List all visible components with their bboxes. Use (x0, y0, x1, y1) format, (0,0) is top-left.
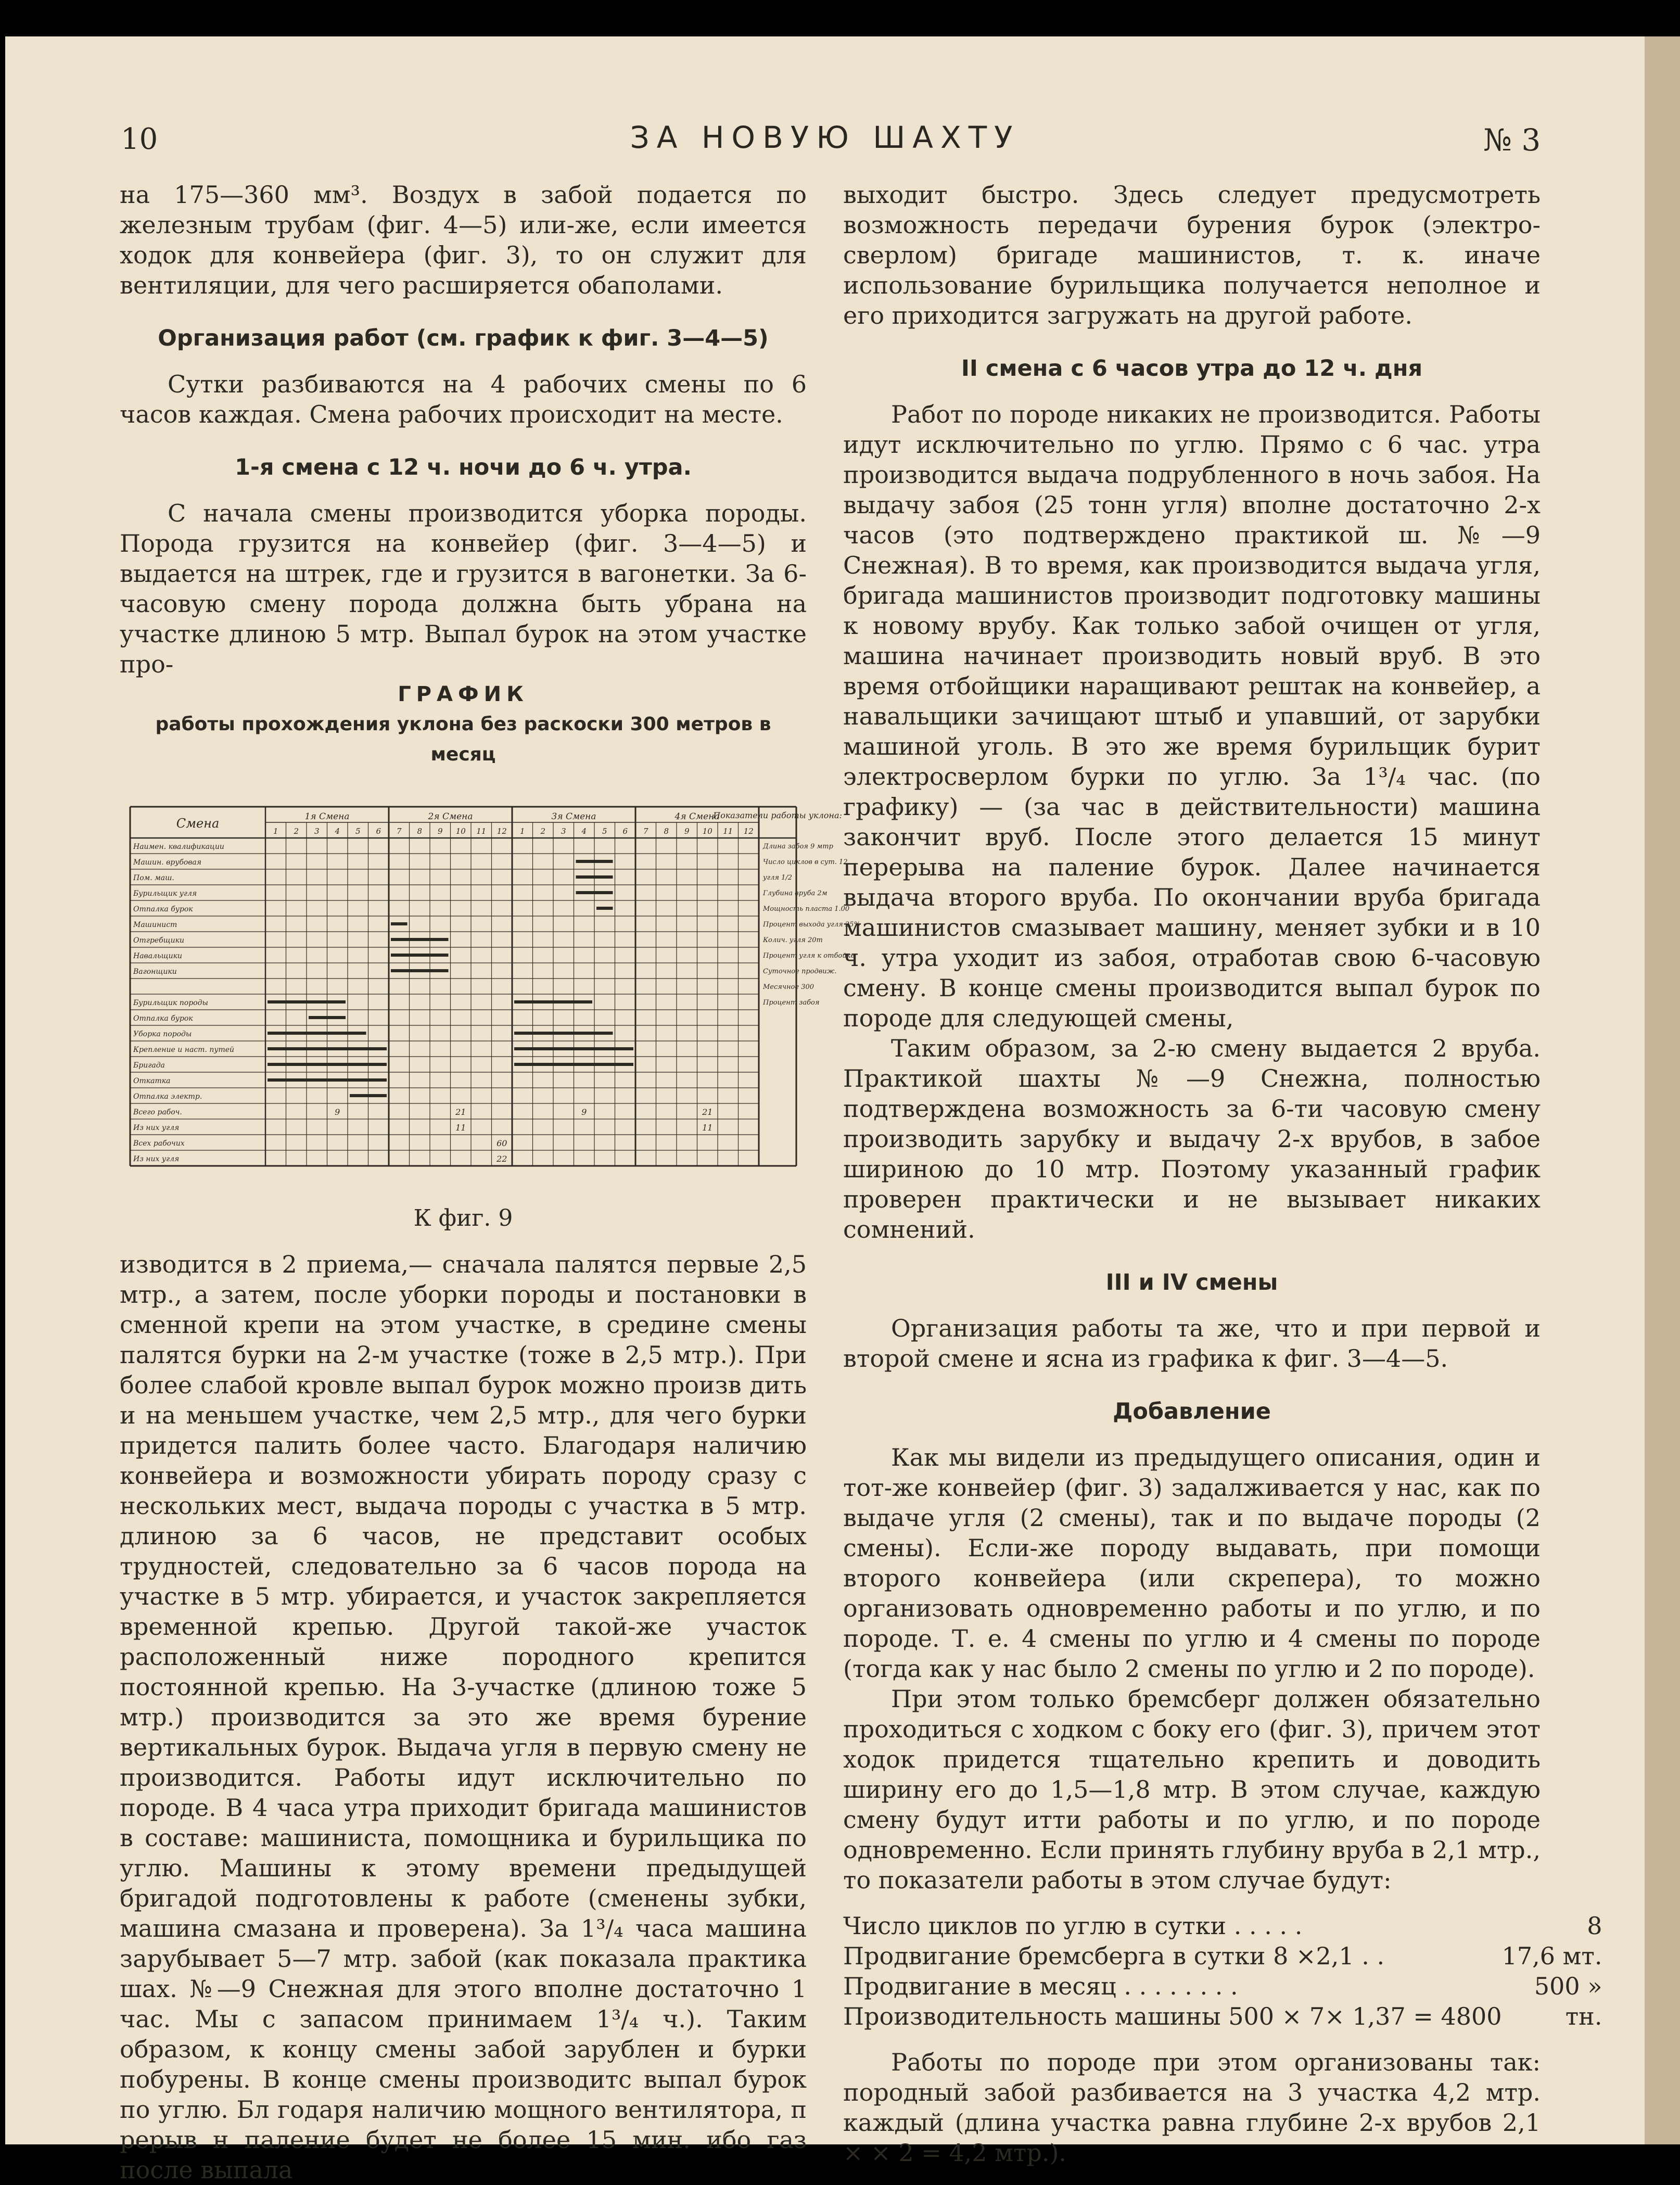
left-column-bottom (120, 1249, 807, 2185)
chart-total-number: 21 (455, 1107, 466, 1117)
chart-text (133, 810, 860, 1164)
chart-indicator: угля 1/2 (763, 874, 793, 882)
shift2-heading: II смена с 6 часов утра до 12 ч. дня (961, 355, 1423, 382)
chart-hour-label: 3 (314, 827, 320, 836)
organization-heading: Организация работ (см. график к фиг. 3—4—5) (158, 325, 769, 351)
chart-hour-label: 5 (355, 827, 361, 836)
stats-label: Число циклов по углю в сутки . . . . . (843, 1912, 1303, 1940)
page-number: 10 (121, 122, 158, 156)
chart-hour-label: 1 (273, 827, 278, 836)
chart-hour-label: 8 (664, 827, 669, 836)
right-column (843, 180, 1602, 2168)
chart-hour-label: 4 (335, 827, 340, 836)
chart-indicator: Процент выхода угля 25% (763, 921, 860, 929)
schedule-chart (125, 802, 860, 1171)
left-column-top (120, 180, 807, 770)
chart-row-label: Машинист (133, 921, 177, 929)
chart-total-number: 11 (455, 1123, 466, 1133)
right-intro-paragraph: выходит быстро. Здесь следует предусмотреть возможность передачи бурения бурок (электро-сверлом) бригаде машинистов, т. к. иначе использование бурильщика получается неполное и его приходится загружать на другой работе. (843, 181, 1541, 329)
chart-indicator: Длина забоя 9 мтр (763, 843, 833, 850)
chart-hour-label: 7 (643, 827, 648, 836)
stats-row (843, 1971, 1602, 2001)
chart-hour-label: 12 (743, 827, 754, 836)
chart-hour-label: 3 (561, 827, 566, 836)
stats-row (843, 2001, 1602, 2031)
chart-hour-label: 2 (294, 827, 299, 836)
chart-indicator: Месячное 300 (763, 983, 814, 991)
chart-shift-heading: 2я Смена (428, 811, 473, 822)
organization-paragraph: Сутки разбиваются на 4 рабочих смены по 6 часов каждая. Смена рабочих происходит на месте. (120, 370, 807, 428)
chart-hour-label: 10 (702, 827, 712, 836)
chart-shift-heading: 1я Смена (304, 811, 350, 822)
chart-shift-heading: 3я Смена (551, 811, 596, 822)
shift1-paragraph: С начала смены производится уборка породы. Порода грузится на конвейер (фиг. 3—4—5) и выдается на штрек, где и грузится в вагонетки. За 6-часовую смену порода должна быть убрана на участке длиною 5 мтр. Выпал бурок на этом участке про- (120, 499, 807, 678)
chart-hour-label: 2 (540, 827, 546, 836)
chart-row-label: Бурильщик угля (133, 890, 197, 898)
chart-row-label: Отгребщики (133, 936, 185, 945)
chart-hour-label: 7 (396, 827, 402, 836)
chart-row-label: Всех рабочих (133, 1139, 185, 1148)
chart-indicator: Глубина вруба 2м (763, 890, 828, 897)
chart-row-label: Пом. маш. (133, 874, 174, 882)
chart-indicator: Суточное продвиж. (763, 968, 837, 975)
chart-row-label: Отпалка бурок (133, 905, 193, 913)
chart-total-number: 9 (335, 1107, 340, 1117)
chart-hour-label: 1 (519, 827, 525, 836)
shift2-paragraph-2: Таким образом, за 2-ю смену выдается 2 вруба. Практикой шахты №—9 Снежна, полностью подтверждена возможность за 6-ти часовую смену производить зарубку и выдачу 2-х врубов, в забое шириною до 10 мтр. Поэтому указанный график проверен практически и не вызывает никаких сомнений. (843, 1034, 1541, 1243)
chart-hour-label: 5 (602, 827, 607, 836)
chart-indicator: Число циклов в сут. 12 (763, 858, 848, 866)
chart-row-label: Крепление и наст. путей (133, 1046, 235, 1054)
stats-label: Продвигание в месяц . . . . . . . . (843, 1972, 1238, 2000)
chart-shift-heading: 4я Смена (674, 811, 720, 822)
chart-row-label: Вагонщики (133, 968, 177, 976)
stats-value: тн. (1565, 2002, 1602, 2030)
document-page (5, 36, 1645, 2184)
stats-value: 500 » (1534, 1972, 1602, 2000)
stats-table (843, 1911, 1602, 2031)
shift2-paragraph: Работ по породе никаких не производится. Работы идут исключительно по углю. Прямо с 6 час. утра производится выдача подрубленного в ночь забоя. На выдачу забоя (25 тонн угля) вполне достаточно 2-х часов (это подтверждено практикой ш. №—9 Снежная). В то время, как производится выдача угля, бригада машинистов производит подготовку машины к новому врубу. Как только забой очищен от угля, машина начинает производить новый вруб. В это время отбойщики наращивают рештак на конвейер, а навальщики зачищают штыб и упавший, от зарубки машиной уголь. В это же время бурильщик бурит электросверлом бурки по углю. За 1³/₄ час. (по графику) — (за час в действительности) машина закончит вруб. После этого делается 15 минут перерыва на паление бурок. Далее начинается выдача второго вруба. По окончании вруба бригада машинистов смазывает машину, меняет зубки и в 10 ч. утра уходит из забоя, отработав свою 6-часовую смену. В конце смены производится выпал бурок по породе для следующей смены, (843, 400, 1541, 1032)
intro-paragraph: на 175—360 мм³. Воздух в забой подается по железным трубам (фиг. 4—5) или-же, если имеется ходок для конвейера (фиг. 3), то он служит для вентиляции, для чего расширяется обаполами. (120, 181, 807, 299)
chart-row-label: Из них угля (133, 1124, 180, 1132)
stats-label: Продвигание бремсберга в сутки 8 ×2,1 . . (843, 1942, 1385, 1970)
chart-hour-label: 9 (437, 827, 443, 836)
chart-row-label: Отпалка электр. (133, 1092, 202, 1101)
shift34-paragraph: Организация работы та же, что и при первой и второй смене и ясна из графика к фиг. 3—4—5. (843, 1314, 1541, 1373)
addition-paragraph-2: При этом только бремсберг должен обязательно проходиться с ходком с боку его (фиг. 3), причем этот ходок придется тщательно крепить и доводить ширину его до 1,5—1,8 мтр. В этом случае, каждую смену будут итти работы и по углю, и по породе одновременно. Если принять глубину вруба в 2,1 мтр., то показатели работы в этом случае будут: (843, 1685, 1541, 1894)
chart-row-label: Наимен. квалификации (133, 843, 224, 851)
chart-total-number: 11 (702, 1123, 713, 1133)
addition-paragraph-3: Работы по породе при этом организованы так: породный забой разбивается на 3 участка 4,2 мтр. каждый (длина участка равна глубине 2-х врубов 2,1 × × 2 = 4,2 мтр.). (843, 2048, 1541, 2167)
chart-row-label: Навальщики (133, 952, 182, 960)
chart-hour-label: 6 (376, 827, 381, 836)
chart-total-number: 9 (581, 1107, 587, 1117)
chart-hour-label: 8 (417, 827, 423, 836)
chart-indicator: Процент забоя (763, 999, 820, 1007)
chart-hour-label: 9 (684, 827, 690, 836)
stats-row (843, 1941, 1602, 1971)
chart-hour-label: 4 (581, 827, 587, 836)
chart-indicator: Колич. угля 20т (763, 936, 823, 944)
chart-total-number: 22 (497, 1154, 507, 1164)
addition-heading: Добавление (1113, 1399, 1271, 1425)
left-bottom-paragraph: изводится в 2 приема,— сначала палятся первые 2,5 мтр., а затем, после уборки породы и постановки в сменной крепи на этом участке, в средине смены палятся бурки на 2-м участке (тоже в 2,5 мтр.). При более слабой кровле выпал бурок можно произв дить и на меньшем участке, чем 2,5 мтр., для чего бурки придется палить более часто. Благодаря наличию конвейера и возможности убирать породу сразу с нескольких мест, выдача породы с участка в 5 мтр. длиною за 6 часов, не представит особых трудностей, следовательно за 6 часов порода на участке в 5 мтр. убирается, и участок закрепляется временной крепью. Другой такой-же участок расположенный ниже породного крепится постоянной крепью. На 3-участке (длиною тоже 5 мтр.) производится за это же время бурение вертикальных бурок. Выдача угля в первую смену не производится. Работы идут исключительно по породе. В 4 часа утра приходит бригада машинистов в составе: машиниста, помощника и бурильщика по углю. Машины к этому времени предыдущей бригадой подготовлены к работе (сменены зубки, машина смазана и проверена). За 1³/₄ часа машина зарубывает 5—7 мтр. забой (как показала практика шах. №—9 Снежная для этого вполне достаточно 1 час. Мы с запасом принимаем 1³/₄ ч.). Таким образом, к концу смены забой зарублен и бурки побурены. В конце смены производитс выпал бурок по углю. Бл годаря наличию мощного вентилятора, п рерыв н паление будет не более 15 мин. ибо газ после выпала (120, 1250, 807, 2184)
chart-total-number: 60 (497, 1138, 507, 1148)
stats-value: 17,6 мт. (1501, 1942, 1602, 1970)
chart-row-label: Откатка (133, 1077, 171, 1085)
chart-row-label: Уборка породы (133, 1030, 192, 1038)
chart-row-label: Из них угля (133, 1155, 180, 1163)
chart-hour-label: 12 (497, 827, 507, 836)
chart-head-shift: Смена (176, 816, 220, 831)
journal-title: ЗА НОВУЮ ШАХТУ (630, 120, 1020, 155)
chart-row-label: Отпалка бурок (133, 1014, 193, 1023)
chart-indicator: Процент угля к отбойке (763, 952, 855, 960)
chart-hour-label: 11 (476, 827, 487, 836)
chart-row-label: Бурильщик породы (133, 999, 208, 1007)
issue-number: № 3 (1483, 122, 1541, 158)
addition-paragraph-1: Как мы видели из предыдущего описания, один и тот-же конвейер (фиг. 3) задалживается у нас, как по выдаче угля (2 смены), так и по выдаче породы (2 смены). Если-же породу выдавать, при помощи второго конвейера (или скрепера), то можно организовать одновременно работы и по углю, и по породе. Т. е. 4 смены по углю и 4 смены по породе (тогда как у нас было 2 смены по углю и 2 по породе). (843, 1443, 1541, 1683)
graph-subtitle: работы прохождения уклона без раскоски 300 метров в месяц (155, 714, 771, 765)
page-edge (1645, 36, 1680, 2144)
chart-row-label: Всего рабоч. (133, 1108, 182, 1116)
shift34-heading: III и IV смены (1105, 1269, 1278, 1295)
graph-title: ГРАФИК (398, 682, 529, 706)
shift1-heading: 1-я смена с 12 ч. ночи до 6 ч. утра. (235, 454, 692, 480)
chart-indicator: Мощность пласта 1.00 (763, 905, 850, 913)
stats-label: Производительность машины 500 × 7× 1,37 = 4800 (843, 2002, 1502, 2030)
chart-head-indicators: Показатели работы уклона: (713, 810, 842, 820)
chart-hour-label: 10 (455, 827, 466, 836)
chart-total-number: 21 (702, 1107, 713, 1117)
figure-caption: К фиг. 9 (413, 1205, 513, 1231)
chart-row-label: Машин. врубовая (133, 858, 202, 867)
stats-value: 8 (1587, 1912, 1602, 1940)
chart-row-label: Бригада (133, 1061, 165, 1070)
chart-hour-label: 6 (622, 827, 628, 836)
stats-row (843, 1911, 1602, 1941)
chart-hour-label: 11 (723, 827, 733, 836)
